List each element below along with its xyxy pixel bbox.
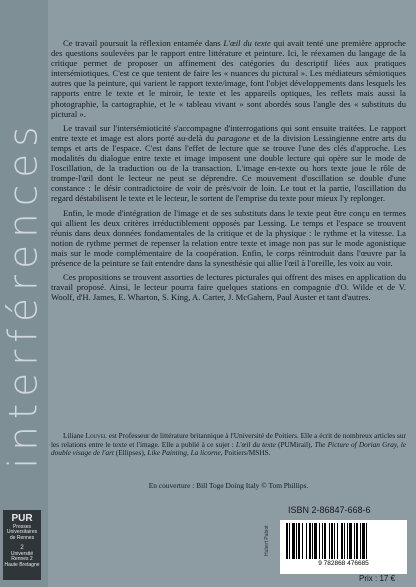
barcode-bars [284, 523, 403, 559]
publisher-logo-line: Haute Bretagne [4, 562, 40, 569]
barcode-bar [296, 523, 297, 559]
paragraph-4: Ces propositions se trouvent assorties de lectures picturales qui offrent des mises en application du travail proposé. Ainsi, le lecteur pourra faire quelques stations en compagnie d'O. Wilde et de V. Woolf, d'H. James, E. Wharton, S. King, A. Carter, J. McGahern, Paul Auster et tant d'autres. [51, 272, 406, 303]
barcode-bar [302, 523, 303, 559]
publisher-logo-line: Université Rennes 2 [10, 550, 34, 563]
barcode-bar [334, 523, 335, 559]
designer-logo: Hubert Pabiot [264, 525, 270, 556]
barcode-digits: 9 782868 476685 [318, 560, 369, 567]
paragraph-1: Ce travail poursuit la réflexion entamée dans L'œil du texte qui avait tenté une première approche des questions soulevées par le rapport entre littérature et peinture. Ici, le réexamen du langage de la critique permet de proposer un affinement des catégories du descriptif liées aux pratiques intersémiotiques. C'est ce que tentent de faire les « nuances du pictural ». Les médiateurs sémiotiques autres que la peinture, qui varient le rapport texte/image, font l'objet développements dans lesquels les rapports entre le texte et le miroir, le texte et les appareils optiques, les reflets mais aussi la photographie, la cartographie, et le « tableau vivant » sont abordés sous l'angle des « substituts du pictural ». [51, 38, 406, 119]
barcode-bar [298, 523, 300, 559]
publisher-logo-number: 2 [20, 544, 24, 551]
author-surname: Louvel [85, 431, 107, 440]
barcode-bar [314, 523, 317, 559]
barcode-bar [286, 523, 288, 559]
barcode-bar [354, 523, 355, 559]
barcode-bar [356, 523, 358, 559]
publisher-logo-line: Universitaires [6, 529, 38, 536]
barcode-bar [329, 523, 330, 559]
series-title: interférences [1, 119, 47, 469]
barcode-bar [309, 523, 311, 559]
barcode [280, 520, 407, 574]
barcode-bar [306, 523, 307, 559]
isbn: ISBN 2-86847-668-6 [288, 505, 371, 515]
barcode-bar [344, 523, 345, 559]
publisher-logo-line: de Rennes [9, 535, 35, 541]
paragraph-3: Enfin, le mode d'intégration de l'image et de ses substituts dans le texte peut être conçu en termes qui allient les deux critères irréductiblement opposés par Lessing. Le temps et l'espace se trouvent réunis dans deux données fondamentales de la critique et de la physique : le rythme et la vitesse. La notion de rythme permet de repenser la relation entre texte et image non pas sur le mode agonistique mais sur le mode complémentaire de la coopération. Enfin, le corps réintroduit dans l'œuvre par la présence de la peinture se fait entendre dans la synesthésie qui allie l'œil à l'oreille, les voix au voir. [51, 207, 406, 268]
barcode-bar [362, 523, 365, 559]
barcode-bar [366, 523, 367, 559]
back-cover-text [51, 38, 406, 306]
publisher-logo-pur: PUR [11, 513, 33, 524]
barcode-bar [341, 523, 343, 559]
barcode-bar [337, 523, 338, 559]
author-bio: Liliane Louvel est Professeur de littérature britannique à l'Université de Poitiers. Elle a écrit de nombreux articles sur les relations entre le texte et l'image. Elle a publié à ce sujet : L'œil du texte (PUMirail), The Picture of Dorian Gray, le double visage de l'art (Ellipses), Like Painting, La licorne, Poitiers/MSHS. [51, 431, 406, 458]
barcode-bar [319, 523, 320, 559]
barcode-bar [360, 523, 361, 559]
barcode-bar [349, 523, 352, 559]
publisher-logo-line: Presses [12, 523, 32, 530]
publisher-logo [3, 510, 41, 580]
barcode-bar [324, 523, 326, 559]
price: Prix : 17 € [359, 574, 396, 583]
barcode-bar [331, 523, 333, 559]
barcode-bar [289, 523, 290, 559]
barcode-bar [347, 523, 348, 559]
spine-strip [0, 0, 48, 587]
barcode-bar [322, 523, 323, 559]
cover-credit: En couverture : Bill Toge Doing Italy © Tom Phillips. [148, 481, 309, 490]
paragraph-2: Le travail sur l'intersémioticité s'accompagne d'interrogations qui sont ensuite traitées. Le rapport entre texte et image est alors porté au-delà du paragone et de la division Lessingienne entre arts du temps et arts de l'espace. C'est dans l'effet de lecture que se trouve l'une des clés d'approche. Les modalités du dialogue entre texte et image imposent une double lecture qui opère sur le mode de l'oscillation, de la traduction ou de la transaction. L'image en-texte ou hors texte joue le rôle de trompe-l'œil dont le lecteur ne peut se déprendre. Ce mouvement d'oscillation se double d'une constance : le désir contradictoire de voir de près/voir de loin. Le tout et la partie, l'oscillation du regard déstabilisent le texte et le lecteur, le sortent de l'emprise du texte pour mieux l'y replonger. [51, 122, 407, 204]
barcode-bar [292, 523, 295, 559]
barcode-bar [312, 523, 313, 559]
